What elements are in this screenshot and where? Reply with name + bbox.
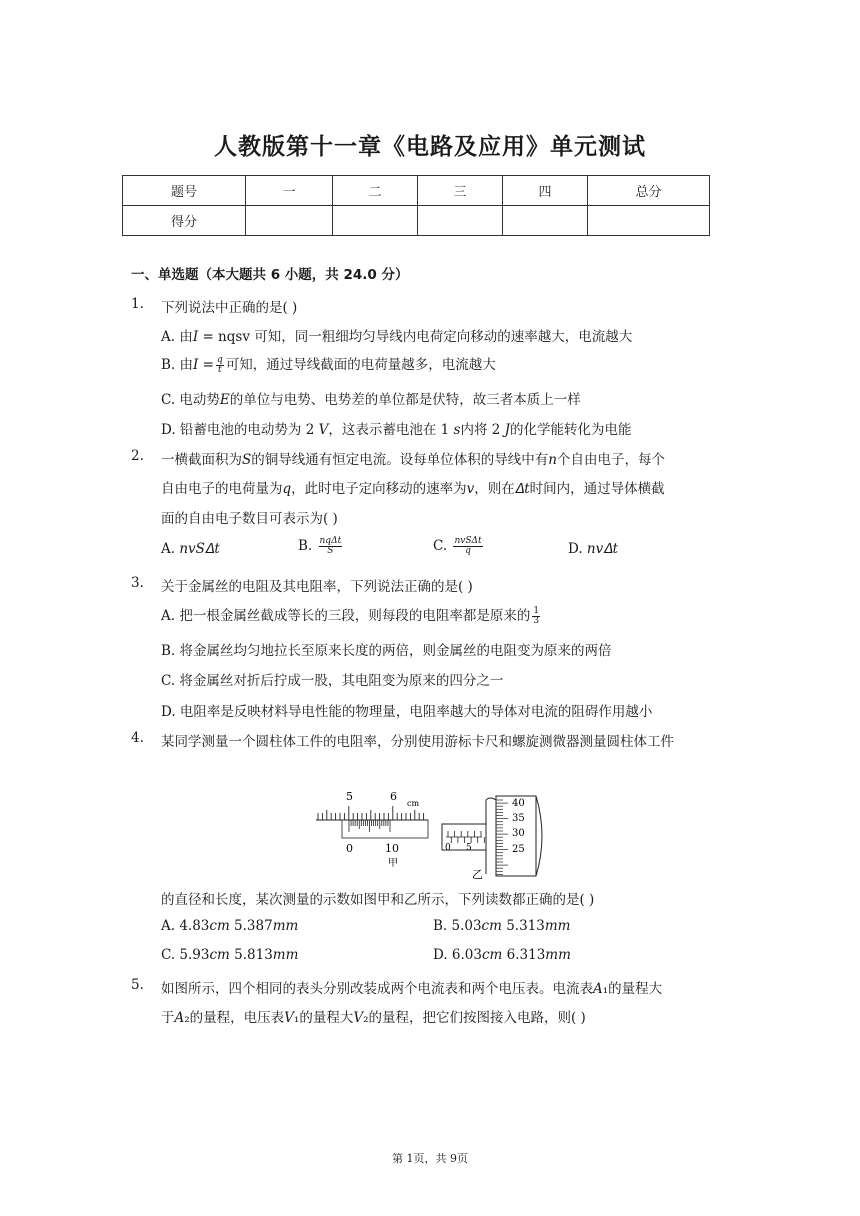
option-b [161, 353, 496, 375]
option-c: C. 5.93𝑐𝑚 5.813𝑚𝑚 [161, 947, 299, 963]
option-label: B. 由𝐼 = [161, 357, 214, 373]
table-cell [418, 206, 503, 236]
question-number: 5. [131, 977, 144, 993]
option-d: D. 6.03𝑐𝑚 6.313𝑚𝑚 [433, 947, 571, 963]
thimble-label: 30 [512, 828, 525, 839]
question-stem-line: 的直径和长度，某次测量的示数如图甲和乙所示，下列读数都正确的是( ) [161, 892, 595, 908]
question-stem-line: 自由电子的电荷量为𝑞，此时电子定向移动的速率为𝑣，则在𝛥𝑡时间内，通过导体横截 [161, 481, 665, 497]
question-stem-line: 一横截面积为𝑆的铜导线通有恒定电流。设每单位体积的导线中有𝑛个自由电子，每个 [161, 452, 665, 468]
page-footer: 第 1页，共 9页 [392, 1152, 468, 1165]
fraction-denominator: t [218, 365, 222, 375]
option-label: C. [433, 538, 448, 554]
caliper-caption: 甲 [388, 858, 398, 869]
option-a [161, 604, 542, 626]
vernier-scale-ticks [349, 820, 390, 832]
caliper-label: 6 [390, 790, 397, 803]
measurement-figure [312, 786, 552, 882]
question-stem: 关于金属丝的电阻及其电阻率，下列说法正确的是( ) [161, 579, 473, 595]
fraction-denominator: S [327, 546, 334, 556]
caliper-label: 10 [385, 842, 399, 855]
caliper-label: 0 [346, 842, 353, 855]
option-text: A. 把一根金属丝截成等长的三段，则每段的电阻率都是原来的 [161, 608, 531, 624]
fraction-numerator: q [216, 355, 223, 365]
fraction [216, 356, 224, 375]
question-stem-line: 如图所示，四个相同的表头分别改装成两个电流表和两个电压表。电流表𝐴₁的量程大 [161, 981, 663, 997]
thimble-label: 25 [512, 844, 525, 855]
fraction-numerator: 1 [533, 606, 540, 616]
option-label: B. [298, 538, 313, 554]
question-stem: 下列说法中正确的是( ) [161, 300, 298, 316]
thimble-label: 40 [512, 798, 525, 809]
option-d: D. 电阻率是反映材料导电性能的物理量，电阻率越大的导体对电流的阻碍作用越小 [161, 704, 653, 720]
option-a: A. 𝑛𝑣𝑆𝛥𝑡 [161, 541, 220, 557]
question-number: 1. [131, 296, 144, 312]
option-text: 可知，通过导线截面的电荷量越多，电流越大 [225, 357, 496, 373]
section-heading: 一、单选题（本大题共 6 小题，共 24.0 分） [131, 267, 409, 283]
main-scale-ticks [318, 806, 424, 820]
fraction-numerator: nqΔt [319, 536, 342, 546]
table-cell [503, 206, 588, 236]
table-cell [246, 206, 333, 236]
option-b: B. 5.03𝑐𝑚 5.313𝑚𝑚 [433, 918, 571, 934]
table-cell: 总分 [588, 176, 710, 206]
thimble-label: 35 [512, 813, 525, 824]
sleeve-label: 0 [445, 843, 451, 853]
option-b [298, 537, 344, 556]
micrometer-caption: 乙 [472, 868, 483, 881]
option-c: C. 电动势𝐸的单位与电势、电势差的单位都是伏特，故三者本质上一样 [161, 392, 581, 408]
caliper-unit: cm [407, 799, 420, 808]
option-a: A. 4.83𝑐𝑚 5.387𝑚𝑚 [161, 918, 299, 934]
table-cell: 二 [333, 176, 418, 206]
table-row [123, 176, 710, 206]
table-cell: 一 [246, 176, 333, 206]
vernier-caliper [316, 790, 428, 869]
caliper-label: 5 [346, 790, 353, 803]
question-stem-line: 面的自由电子数目可表示为( ) [161, 511, 338, 527]
table-cell: 三 [418, 176, 503, 206]
fraction-denominator: q [465, 546, 471, 556]
option-d: D. 𝑛𝑣𝛥𝑡 [568, 541, 619, 557]
question-number: 4. [131, 730, 144, 746]
fraction [319, 537, 343, 556]
thimble-ticks [496, 800, 508, 874]
option-a: A. 由𝐼 = nqsv 可知，同一粗细均匀导线内电荷定向移动的速率越大，电流越大 [161, 329, 633, 345]
table-cell: 得分 [123, 206, 246, 236]
option-b: B. 将金属丝均匀地拉长至原来长度的两倍，则金属丝的电阻变为原来的两倍 [161, 643, 612, 659]
table-cell [588, 206, 710, 236]
option-c [433, 537, 485, 556]
question-stem-line: 于𝐴₂的量程，电压表𝑉₁的量程大𝑉₂的量程，把它们按图接入电路，则( ) [161, 1010, 586, 1026]
option-c: C. 将金属丝对折后拧成一股，其电阻变为原来的四分之一 [161, 673, 504, 689]
table-cell: 题号 [123, 176, 246, 206]
question-stem-line: 某同学测量一个圆柱体工件的电阻率，分别使用游标卡尺和螺旋测微器测量圆柱体工件 [161, 734, 674, 750]
fraction-denominator: 3 [533, 616, 540, 626]
page-title: 人教版第十一章《电路及应用》单元测试 [214, 134, 646, 160]
table-cell: 四 [503, 176, 588, 206]
fraction [532, 607, 540, 626]
fraction [453, 537, 482, 556]
option-d: D. 铅蓄电池的电动势为 2 𝑉，这表示蓄电池在 1 𝑠内将 2 𝐽的化学能转化为电能 [161, 422, 632, 438]
table-cell [333, 206, 418, 236]
sleeve-label: 5 [466, 843, 472, 853]
score-table [122, 175, 710, 236]
question-number: 2. [131, 448, 144, 464]
table-row [123, 206, 710, 236]
fraction-numerator: nvSΔt [454, 536, 482, 546]
question-number: 3. [131, 575, 144, 591]
micrometer [442, 796, 542, 881]
